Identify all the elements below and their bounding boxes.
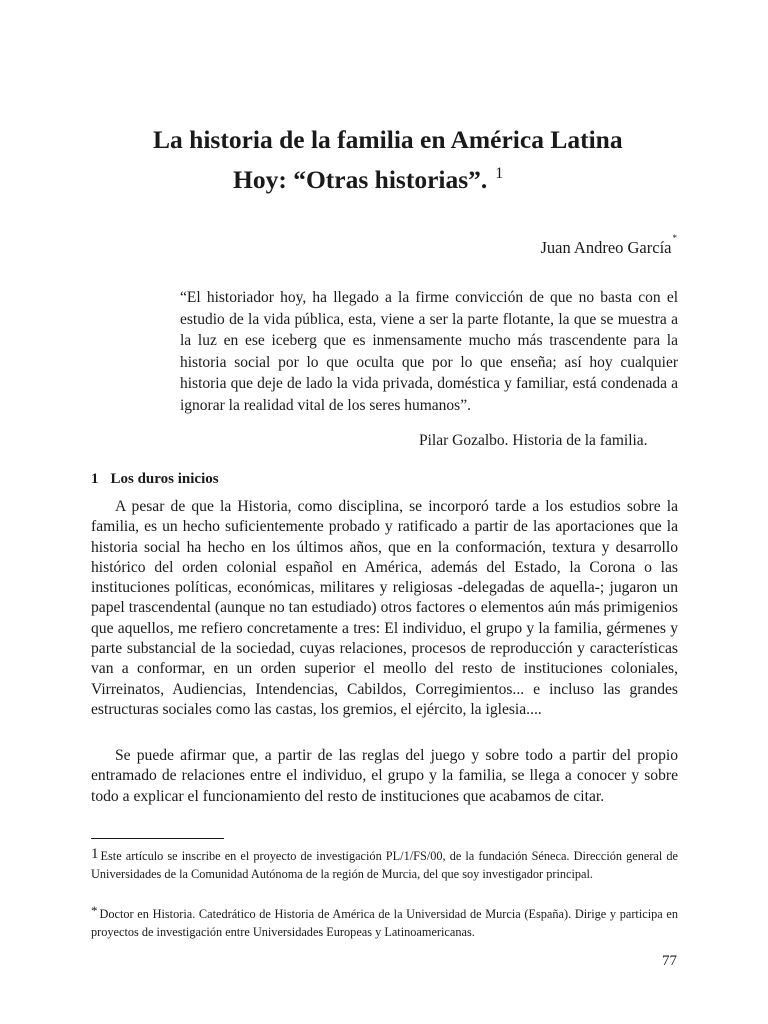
title-line-1: La historia de la familia en América Latina <box>153 125 623 154</box>
author-footnote-mark[interactable]: * <box>672 233 677 243</box>
epigraph-text: “El historiador hoy, ha llegado a la firme convicción de que no basta con el estudio de la vida pública, esta, viene a ser la parte flotante, la que se muestra a la luz en ese iceberg que es inmensamente mucho más trascendente para la historia social por lo que oculta que por lo que enseña; así hoy cualquier historia que deje de lado la vida privada, doméstica y familiar, está condenada a ignorar la realidad vital de los seres humanos”. <box>180 289 678 414</box>
author-name: Juan Andreo García <box>540 238 672 257</box>
title-line-2 <box>233 156 503 198</box>
body-paragraph-1 <box>91 497 678 720</box>
author <box>540 233 677 258</box>
epigraph <box>180 287 678 416</box>
section-heading <box>91 471 219 488</box>
page-number: 77 <box>662 953 677 969</box>
body-paragraph-2 <box>91 746 678 807</box>
title-footnote-mark[interactable]: 1 <box>495 165 504 182</box>
epigraph-source: Pilar Gozalbo. Historia de la familia. <box>419 432 648 449</box>
footnote-mark: * <box>91 903 98 918</box>
section-number: 1 <box>91 471 99 487</box>
paragraph-text: Se puede afirmar que, a partir de las reglas del juego y sobre todo a partir del propio entramado de relaciones entre el individuo, el grupo y la familia, se llega a conocer y sobre todo a explicar el funcionamiento del resto de instituciones que acabamos de citar. <box>91 747 678 805</box>
footnote-mark: 1 <box>91 846 99 862</box>
footnote-text: Doctor en Historia. Catedrático de Historia de América de la Universidad de Murcia (España). Dirige y participa en proyectos de investigación entre Universidades Europeas y Latinoamericanas. <box>91 907 678 939</box>
paragraph-text: A pesar de que la Historia, como disciplina, se incorporó tarde a los estudios sobre la familia, es un hecho suficientemente probado y ratificado a partir de las aportaciones que la historia social ha hecho en los últimos años, que en la conformación, textura y desarrollo histórico del orden colonial español en América, además del Estado, la Corona o las instituciones políticas, económicas, militares y religiosas -delegadas de aquella-; jugaron un papel trascendental (aunque no tan estudiado) otros factores o elementos aún más primigenios que aquellos, me refiero concretamente a tres: El individuo, el grupo y la familia, gérmenes y parte substancial de la sociedad, cuyas relaciones, procesos de reproducción y características van a conformar, en un orden superior el meollo del resto de instituciones coloniales, Virreinatos, Audiencias, Intendencias, Cabildos, Corregimientos... e incluso las grandes estructuras sociales como las castas, los gremios, el ejército, la iglesia.... <box>91 498 678 718</box>
title-line-2-text: Hoy: “Otras historias”. <box>233 165 488 194</box>
footnote-text: Este artículo se inscribe en el proyecto de investigación PL/1/FS/00, de la fundación Séneca. Dirección general de Universidades de la Comunidad Autónoma de la región de Murcia, del que soy investigador principal. <box>91 849 678 881</box>
footnote-divider <box>91 838 224 839</box>
footnote-2 <box>91 902 678 941</box>
footnote-1 <box>91 846 678 883</box>
section-title: Los duros inicios <box>110 471 219 487</box>
